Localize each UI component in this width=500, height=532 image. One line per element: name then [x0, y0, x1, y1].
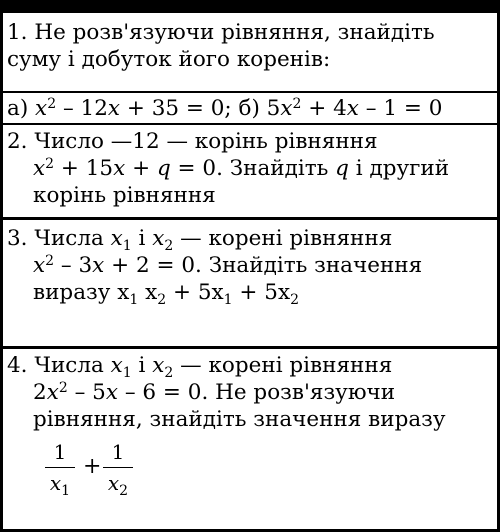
- task-2-line-3: корінь рівняння: [33, 183, 216, 208]
- var-x: x: [107, 471, 120, 495]
- eq-text: = 0. Знайдіть: [170, 156, 336, 181]
- top-black-strip: [0, 0, 500, 10]
- eq-text: + 35 = 0; б) 5: [120, 96, 281, 121]
- task-text: 4. Числа: [7, 353, 111, 378]
- var-q: q: [156, 156, 171, 181]
- task-4-line-3: рівняння, знайдіть значення виразу: [33, 407, 446, 432]
- power: 2: [47, 96, 57, 112]
- fraction-expression: [43, 439, 497, 509]
- power: 2: [58, 380, 68, 396]
- var-x: x: [113, 156, 126, 181]
- var-x: x: [49, 471, 62, 495]
- fraction-denominator: [101, 468, 135, 499]
- task-3-equation: [7, 252, 497, 279]
- var-x: x: [152, 353, 165, 378]
- power: 2: [45, 253, 55, 269]
- fraction-2: [101, 439, 135, 499]
- subscript: 2: [119, 483, 129, 499]
- task-3-line-1: [7, 225, 497, 252]
- task-1-equations-cell: [3, 93, 497, 123]
- task-2-equation: [7, 155, 497, 182]
- task-4-cell: [3, 349, 497, 529]
- fraction-denominator: [43, 468, 77, 499]
- eq-a-label: а): [7, 96, 36, 121]
- subscript: 2: [164, 365, 174, 381]
- fraction-numerator: 1: [53, 440, 67, 464]
- eq-text: – 6 = 0. Не розв'язуючи: [118, 380, 396, 405]
- task-1-line-2: суму і добуток його коренів:: [7, 47, 331, 72]
- subscript: 1: [129, 292, 139, 308]
- subscript: 1: [122, 238, 132, 254]
- var-x: x: [152, 226, 165, 251]
- eq-text: + 15: [54, 156, 114, 181]
- plus-sign: +: [83, 454, 102, 479]
- var-x: x: [280, 96, 293, 121]
- task-text: 3. Числа: [7, 226, 111, 251]
- var-x: x: [92, 253, 105, 278]
- eq-text: +: [125, 156, 157, 181]
- task-4-equation: [7, 379, 497, 406]
- subscript: 2: [157, 292, 167, 308]
- power: 2: [45, 156, 55, 172]
- eq-text: + 2 = 0. Знайдіть значення: [104, 253, 423, 278]
- eq-text: – 5: [67, 380, 106, 405]
- task-1-equations: [7, 95, 497, 122]
- expr-text: виразу x: [33, 280, 130, 305]
- task-text: і: [131, 226, 153, 251]
- var-x: x: [346, 96, 359, 121]
- expr-text: + 5x: [166, 280, 224, 305]
- fraction-numerator: 1: [111, 440, 125, 464]
- task-text: — корені рівняння: [173, 226, 393, 251]
- var-x: x: [33, 156, 46, 181]
- eq-text: – 12: [56, 96, 108, 121]
- var-x: x: [105, 380, 118, 405]
- var-x: x: [46, 380, 59, 405]
- fraction-1: [43, 439, 77, 499]
- task-3-cell: [3, 220, 497, 346]
- eq-text: 2: [33, 380, 47, 405]
- eq-text: + 4: [301, 96, 347, 121]
- var-x: x: [35, 96, 48, 121]
- eq-text: – 3: [54, 253, 93, 278]
- subscript: 1: [122, 365, 132, 381]
- expr-text: x: [138, 280, 158, 305]
- eq-text: і другий: [348, 156, 450, 181]
- var-x: x: [33, 253, 46, 278]
- task-text: і: [131, 353, 153, 378]
- subscript: 1: [223, 292, 233, 308]
- subscript: 2: [164, 238, 174, 254]
- task-1-line-1: 1. Не розв'язуючи рівняння, знайдіть: [7, 20, 435, 45]
- task-2-cell: [3, 125, 497, 217]
- var-q: q: [335, 156, 349, 181]
- eq-text: – 1 = 0: [358, 96, 443, 121]
- var-x: x: [107, 96, 121, 121]
- expr-text: + 5x: [232, 280, 291, 305]
- var-x: x: [110, 226, 123, 251]
- task-3-expression: [7, 279, 497, 306]
- task-text: — корені рівняння: [173, 353, 393, 378]
- subscript: 1: [61, 483, 71, 499]
- task-4-line-1: [7, 352, 497, 379]
- task-1-cell: [3, 13, 497, 91]
- power: 2: [292, 96, 302, 112]
- task-2-line-1: 2. Число —12 — корінь рівняння: [7, 129, 378, 154]
- subscript: 2: [290, 292, 300, 308]
- task-table: [0, 10, 500, 532]
- var-x: x: [110, 353, 123, 378]
